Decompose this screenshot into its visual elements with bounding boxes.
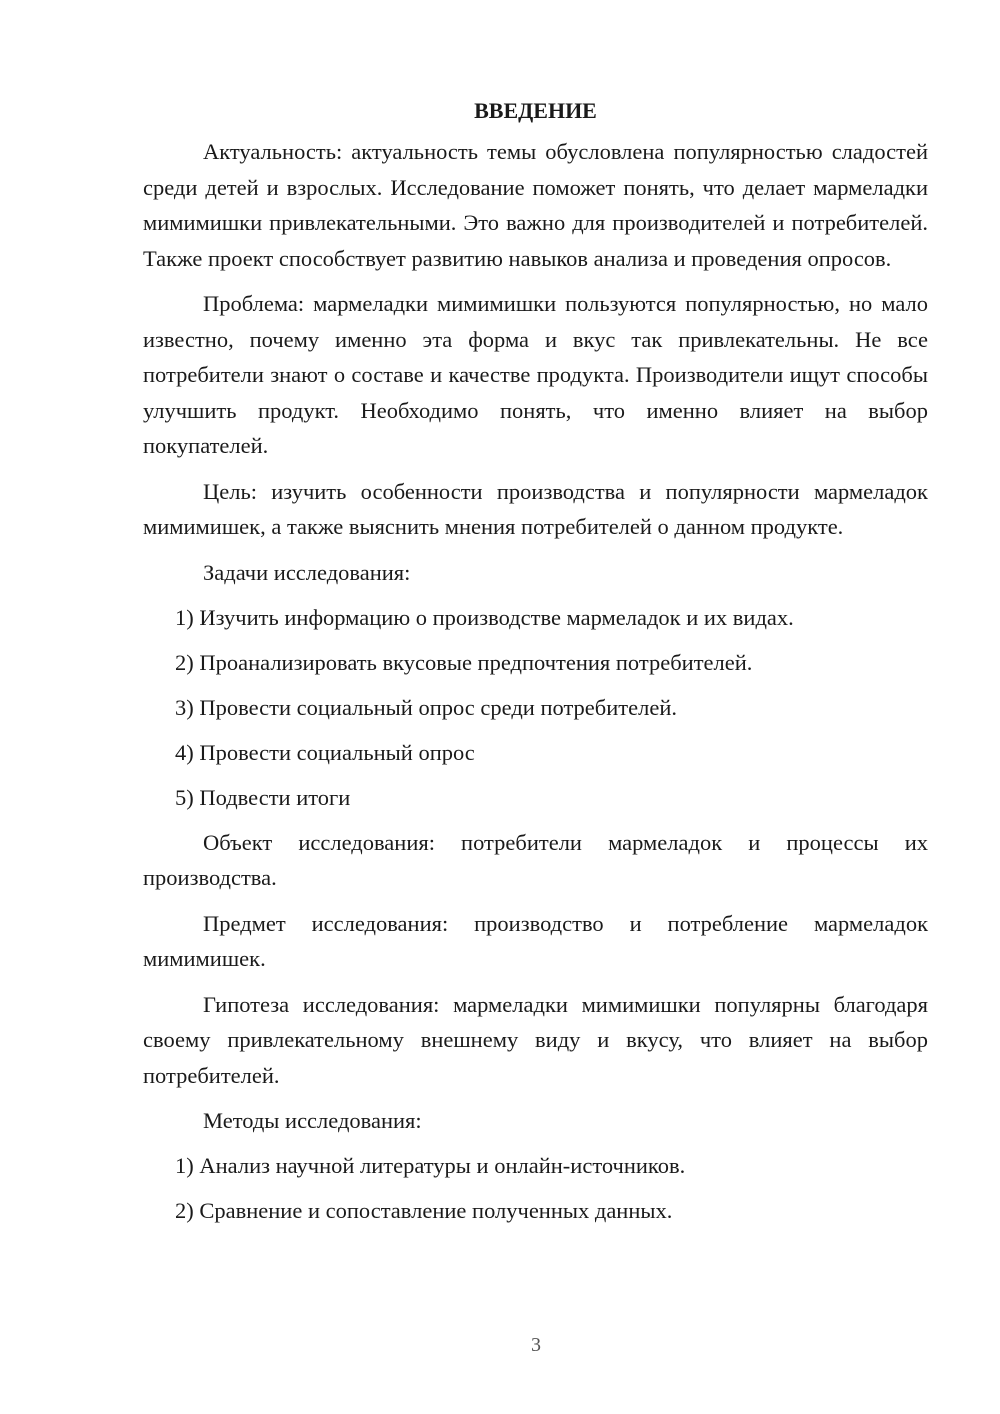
method-item-2: 2) Сравнение и сопоставление полученных данных. xyxy=(175,1198,673,1223)
task-item-5: 5) Подвести итоги xyxy=(175,784,351,810)
subject-paragraph: Предмет исследования: производство и потребление мармеладок мимимишек. xyxy=(143,910,928,971)
tasks-heading: Задачи исследования: xyxy=(203,559,411,585)
task-item-1: 1) Изучить информацию о производстве мармеладок и их видах. xyxy=(175,604,794,630)
task-item-4: 4) Провести социальный опрос xyxy=(175,739,475,765)
goal-paragraph: Цель: изучить особенности производства и популярности мармеладок мимимишек, а также выяснить мнения потребителей о данном продукте. xyxy=(143,478,928,539)
relevance-paragraph: Актуальность: актуальность темы обусловлена популярностью сладостей среди детей и взрослых. Исследование поможет понять, что делает мармеладки мимимишки привлекательными. Это важно для производителей и потребителей. Также проект способствует развитию навыков анализа и проведения опросов. xyxy=(143,139,928,271)
page-number: 3 xyxy=(531,1334,541,1356)
hypothesis-paragraph: Гипотеза исследования: мармеладки мимимишки популярны благодаря своему привлекательному внешнему виду и вкусу, что влияет на выбор потребителей. xyxy=(143,991,928,1088)
problem-paragraph: Проблема: мармеладки мимимишки пользуются популярностью, но мало известно, почему именно эта форма и вкус так привлекательны. Не все потребители знают о составе и качестве продукта. Производители ищут способы улучшить продукт. Необходимо понять, что именно влияет на выбор покупателей. xyxy=(143,291,928,458)
task-item-3: 3) Провести социальный опрос среди потребителей. xyxy=(175,694,677,720)
method-item-1: 1) Анализ научной литературы и онлайн-источников. xyxy=(175,1153,686,1178)
document-page xyxy=(143,96,928,1238)
object-paragraph: Объект исследования: потребители мармеладок и процессы их производства. xyxy=(143,829,928,890)
methods-heading: Методы исследования: xyxy=(203,1108,422,1133)
task-item-2: 2) Проанализировать вкусовые предпочтения потребителей. xyxy=(175,649,753,675)
page-title: ВВЕДЕНИЕ xyxy=(474,98,597,123)
